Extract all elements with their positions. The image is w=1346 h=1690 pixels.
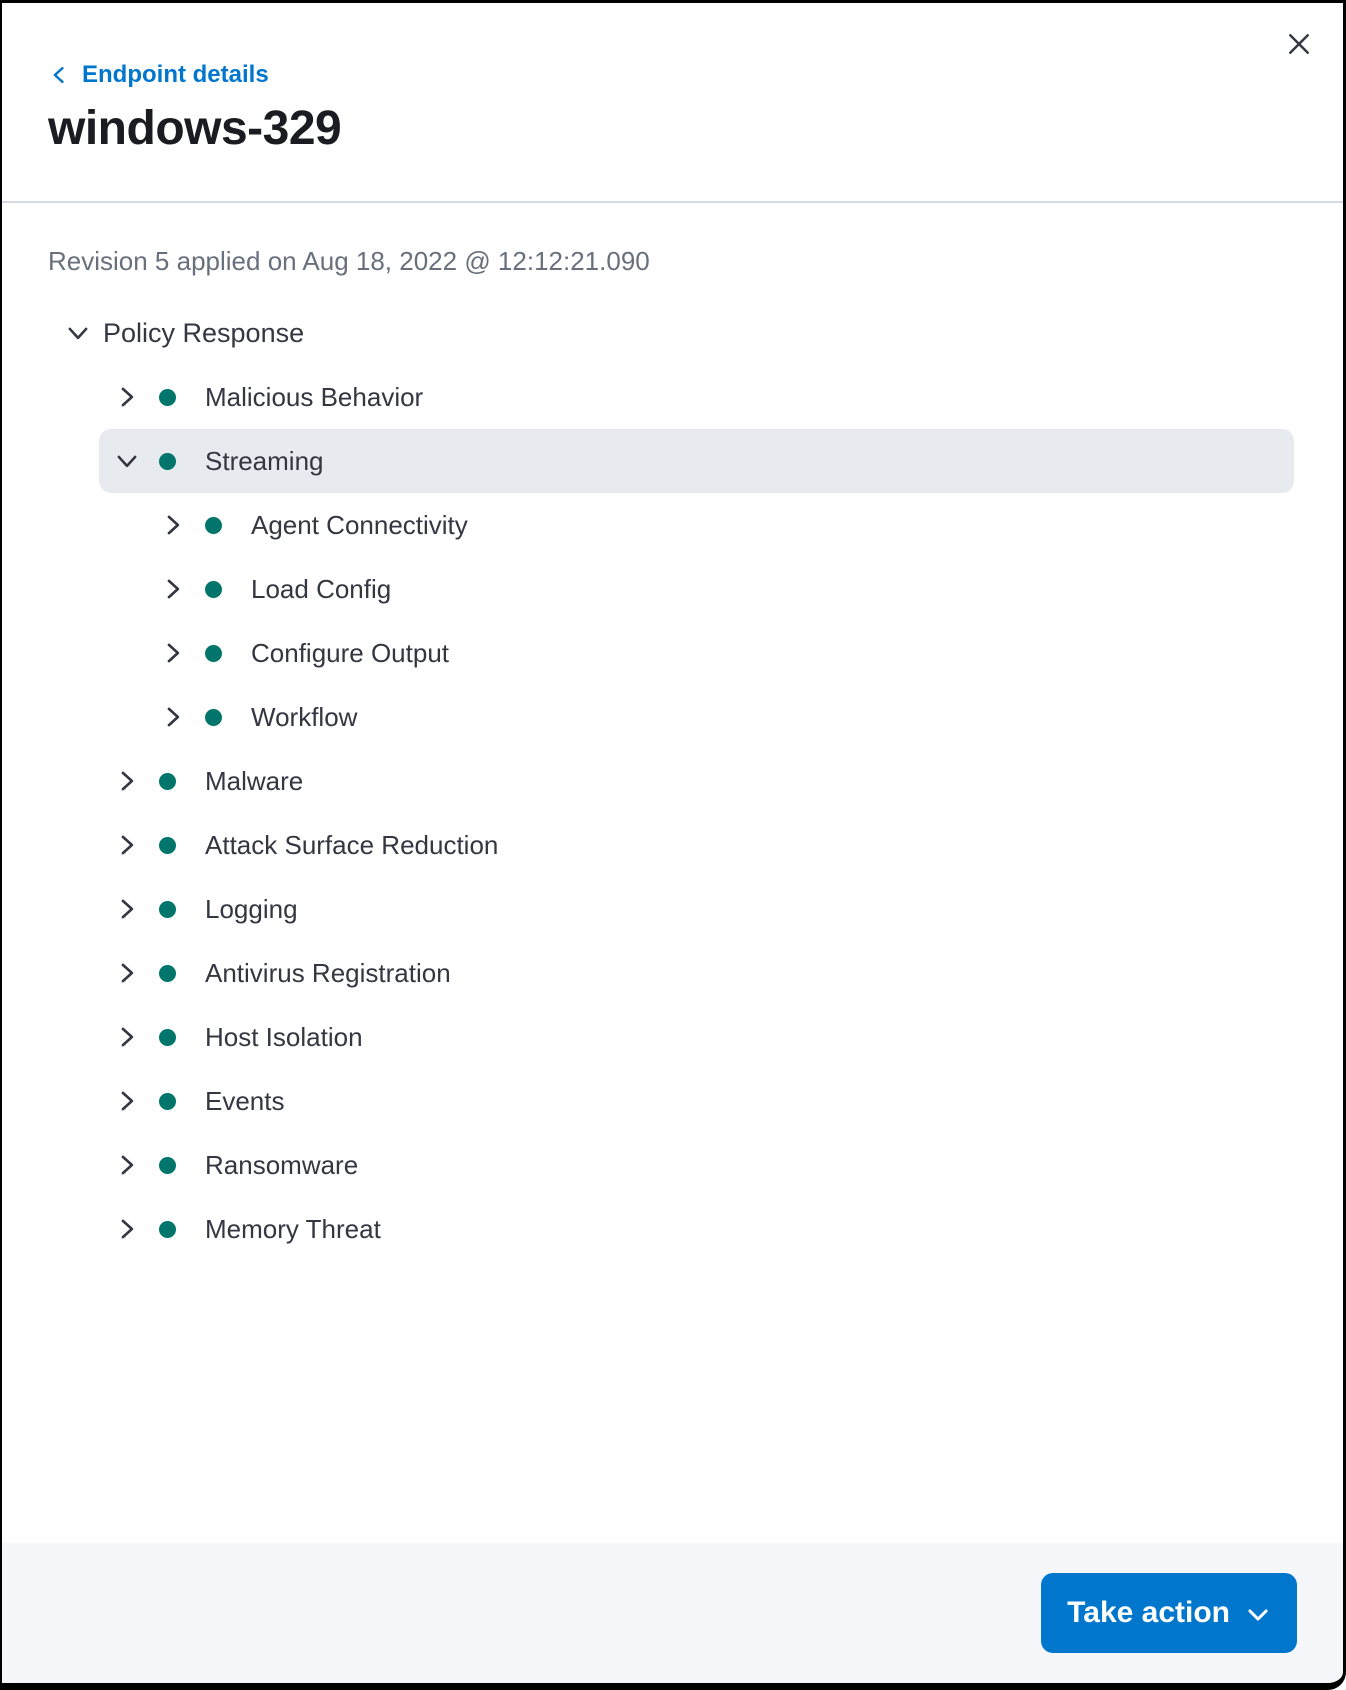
tree-item-label: Logging (205, 894, 298, 924)
tree-item-label: Configure Output (251, 638, 450, 668)
tree-item-label: Malware (205, 766, 304, 796)
take-action-label: Take action (1067, 1596, 1230, 1629)
tree-item-malicious-behavior[interactable] (99, 365, 1294, 429)
chevron-right-icon[interactable] (114, 1024, 140, 1050)
status-dot-icon (159, 1157, 176, 1174)
tree-item-workflow[interactable] (99, 685, 1294, 749)
tree-item-antivirus-registration[interactable] (99, 941, 1294, 1005)
chevron-right-icon[interactable] (114, 960, 140, 986)
status-dot-icon (205, 581, 222, 598)
chevron-right-icon[interactable] (114, 768, 140, 794)
chevron-down-icon[interactable] (65, 320, 91, 346)
page-title: windows-329 (48, 102, 342, 155)
tree-item-ransomware[interactable] (99, 1133, 1294, 1197)
tree-item-label: Ransomware (205, 1150, 359, 1180)
tree-item-label: Memory Threat (205, 1214, 381, 1244)
flyout-footer (2, 1543, 1343, 1683)
chevron-right-icon[interactable] (114, 1152, 140, 1178)
tree-item-label: Malicious Behavior (205, 382, 424, 412)
tree-item-malware[interactable] (99, 749, 1294, 813)
chevron-right-icon[interactable] (114, 896, 140, 922)
status-dot-icon (159, 1221, 176, 1238)
chevron-right-icon[interactable] (114, 384, 140, 410)
chevron-right-icon[interactable] (160, 576, 186, 602)
chevron-right-icon[interactable] (160, 640, 186, 666)
policy-response-tree (48, 301, 1294, 1261)
chevron-left-icon (48, 64, 70, 86)
status-dot-icon (205, 517, 222, 534)
status-dot-icon (159, 837, 176, 854)
tree-item-memory-threat[interactable] (99, 1197, 1294, 1261)
tree-item-label: Attack Surface Reduction (205, 830, 499, 860)
status-dot-icon (159, 1029, 176, 1046)
chevron-right-icon[interactable] (160, 512, 186, 538)
revision-text: Revision 5 applied on Aug 18, 2022 @ 12:12:21.090 (48, 246, 650, 276)
tree-item-label: Agent Connectivity (251, 510, 468, 540)
tree-item-label: Host Isolation (205, 1022, 363, 1052)
tree-item-label: Events (205, 1086, 285, 1116)
status-dot-icon (159, 389, 176, 406)
tree-item-label: Antivirus Registration (205, 958, 451, 988)
tree-item-label: Policy Response (103, 318, 305, 348)
close-icon[interactable] (1282, 27, 1316, 61)
flyout-header (2, 3, 1343, 203)
tree-item-events[interactable] (99, 1069, 1294, 1133)
tree-item-host-isolation[interactable] (99, 1005, 1294, 1069)
chevron-right-icon[interactable] (114, 1216, 140, 1242)
back-link[interactable] (48, 61, 269, 89)
tree-item-load-config[interactable] (99, 557, 1294, 621)
tree-item-policy-response[interactable] (48, 301, 1294, 365)
tree-item-agent-connectivity[interactable] (99, 493, 1294, 557)
status-dot-icon (159, 1093, 176, 1110)
chevron-right-icon[interactable] (114, 1088, 140, 1114)
tree-item-logging[interactable] (99, 877, 1294, 941)
status-dot-icon (159, 773, 176, 790)
back-link-label: Endpoint details (82, 61, 269, 88)
status-dot-icon (159, 453, 176, 470)
take-action-button[interactable] (1041, 1573, 1297, 1653)
tree-item-label: Workflow (251, 702, 358, 732)
status-dot-icon (205, 709, 222, 726)
status-dot-icon (159, 901, 176, 918)
tree-item-configure-output[interactable] (99, 621, 1294, 685)
tree-item-attack-surface-reduction[interactable] (99, 813, 1294, 877)
chevron-down-icon (1245, 1599, 1271, 1628)
status-dot-icon (159, 965, 176, 982)
tree-item-label: Streaming (205, 446, 324, 476)
tree-item-label: Load Config (251, 574, 392, 604)
chevron-right-icon[interactable] (160, 704, 186, 730)
chevron-right-icon[interactable] (114, 832, 140, 858)
flyout-body (2, 203, 1343, 1543)
status-dot-icon (205, 645, 222, 662)
chevron-down-icon[interactable] (114, 448, 140, 474)
tree-item-streaming[interactable] (99, 429, 1294, 493)
